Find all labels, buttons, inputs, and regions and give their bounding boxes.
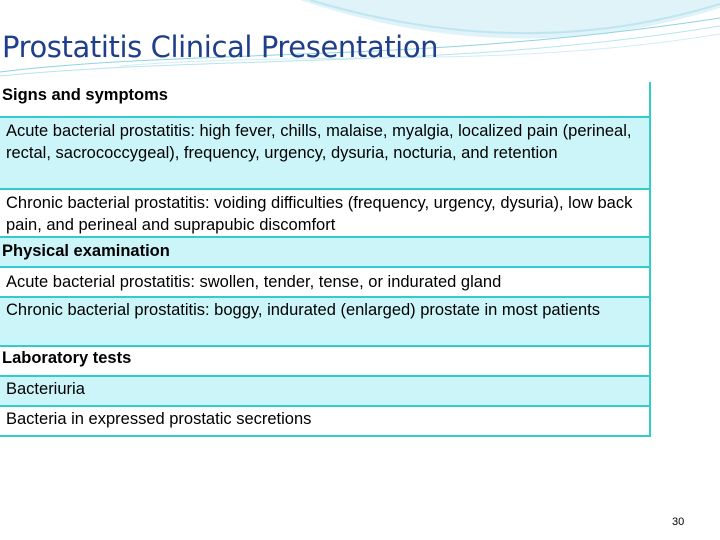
table-row: Chronic bacterial prostatitis: boggy, indurated (enlarged) prostate in most patients (0, 298, 649, 347)
table-row: Acute bacterial prostatitis: high fever, chills, malaise, myalgia, localized pain (perineal, rectal, sacrococcygeal), frequency, urgency, dysuria, nocturia, and retention (0, 118, 649, 190)
page-number: 30 (672, 516, 685, 528)
table-section-header: Laboratory tests (0, 347, 649, 377)
slide-title: Prostatitis Clinical Presentation (2, 30, 439, 64)
table-row: Chronic bacterial prostatitis: voiding difficulties (frequency, urgency, dysuria), low back pain, and perineal and suprapubic discomfort (0, 190, 649, 238)
table-row: Acute bacterial prostatitis: swollen, tender, tense, or indurated gland (0, 268, 649, 298)
table-section-header: Physical examination (0, 238, 649, 268)
table-row: Bacteriuria (0, 377, 649, 407)
presentation-table (0, 82, 651, 437)
table-section-header: Signs and symptoms (0, 82, 649, 118)
table-row: Bacteria in expressed prostatic secretions (0, 407, 649, 437)
